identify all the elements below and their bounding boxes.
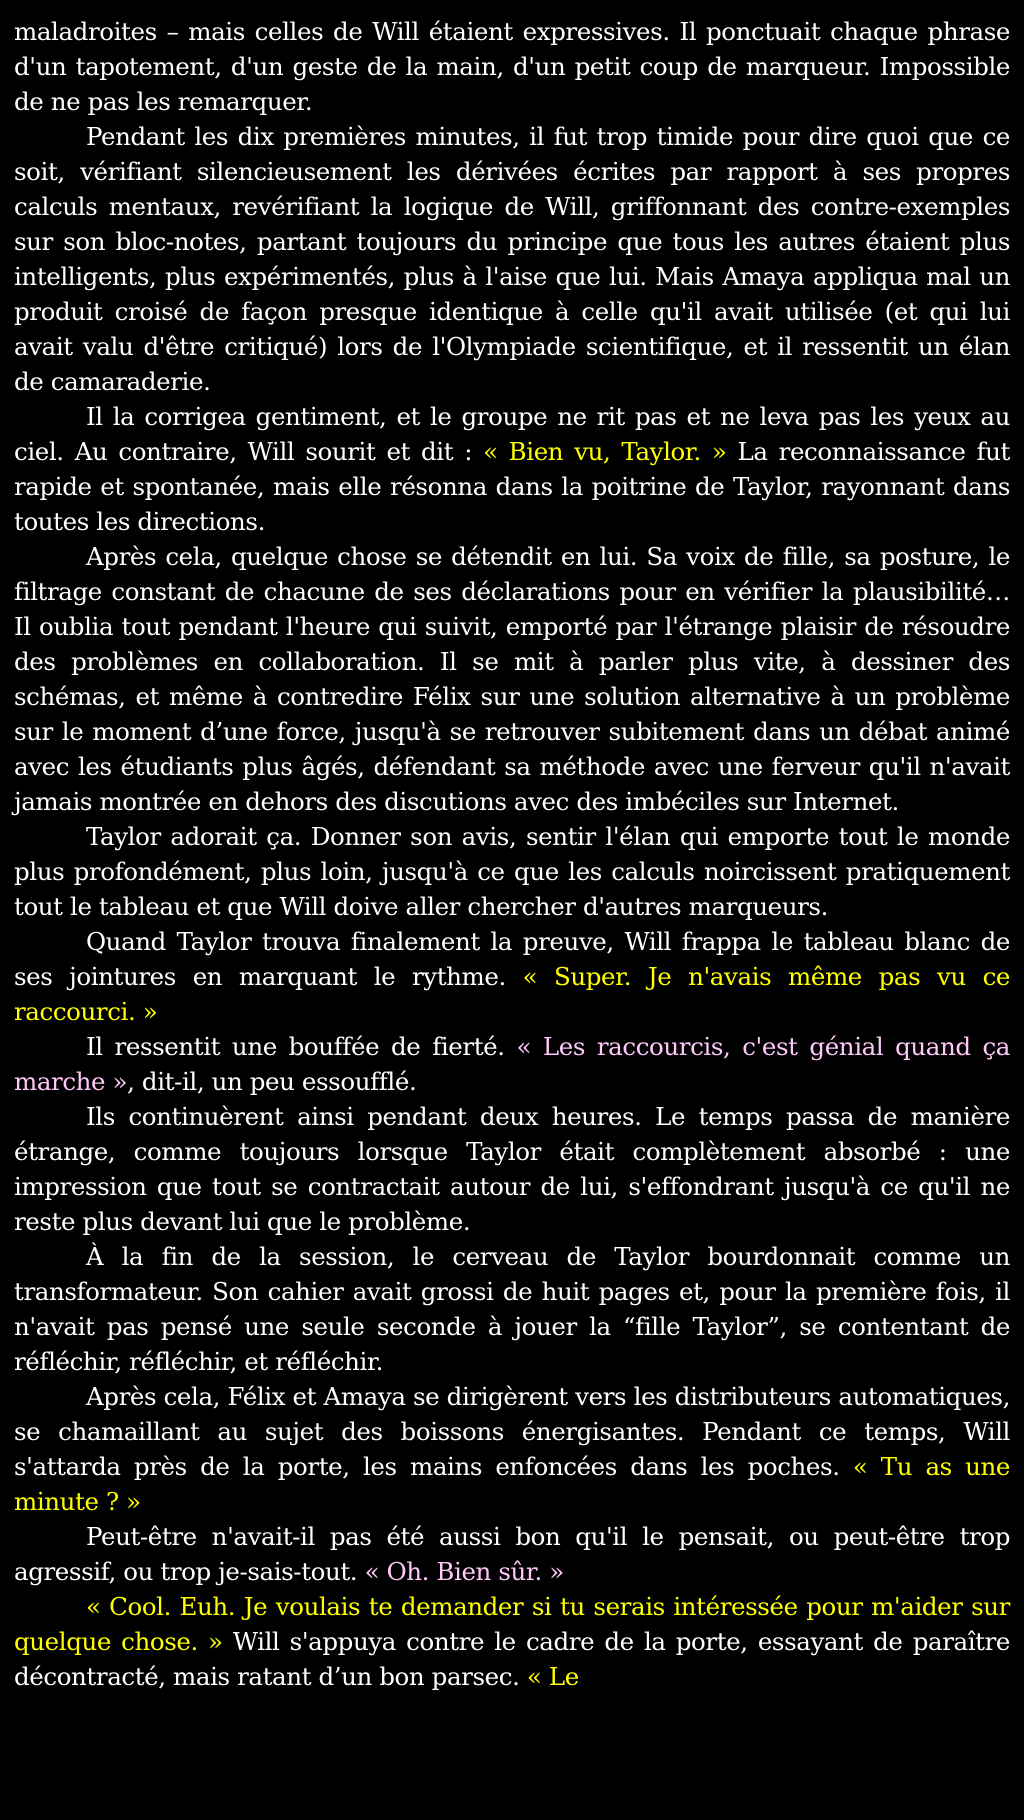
- story-paragraph: [14, 14, 1010, 119]
- story-paragraph: [14, 1379, 1010, 1519]
- narration-text: Taylor adorait ça. Donner son avis, sentir l'élan qui emporte tout le monde plus profondément, plus loin, jusqu'à ce que les calculs noircissent pratiquement tout le tableau et que Will doive aller chercher d'autres marqueurs.: [14, 822, 1010, 921]
- will-dialogue: « Bien vu, Taylor. »: [483, 437, 727, 466]
- narration-text: La reconnaissance fut rapide et spontanée, mais elle résonna dans la poitrine de Taylor, rayonnant dans toutes les directions.: [14, 437, 1010, 536]
- narration-text: Il ressentit une bouffée de fierté.: [86, 1032, 517, 1061]
- story-paragraph: [14, 399, 1010, 539]
- story-paragraph: [14, 1519, 1010, 1589]
- narration-text: Will s'appuya contre le cadre de la porte, essayant de paraître décontracté, mais ratant d’un bon parsec.: [14, 1627, 1010, 1691]
- taylor-dialogue: « Les raccourcis, c'est génial quand ça marche »: [14, 1032, 1010, 1096]
- narration-text: Après cela, quelque chose se détendit en lui. Sa voix de fille, sa posture, le filtrage constant de chacune de ses déclarations pour en vérifier la plausibilité… Il oublia tout pendant l'heure qui suivit, emporté par l'étrange plaisir de résoudre des problèmes en collaboration. Il se mit à parler plus vite, à dessiner des schémas, et même à contredire Félix sur une solution alternative à un problème sur le moment d’une force, jusqu'à se retrouver subitement dans un débat animé avec les étudiants plus âgés, défendant sa méthode avec une ferveur qu'il n'avait jamais montrée en dehors des discutions avec des imbéciles sur Internet.: [14, 542, 1010, 816]
- narration-text: Pendant les dix premières minutes, il fut trop timide pour dire quoi que ce soit, vérifiant silencieusement les dérivées écrites par rapport à ses propres calculs mentaux, revérifiant la logique de Will, griffonnant des contre-exemples sur son bloc-notes, partant toujours du principe que tous les autres étaient plus intelligents, plus expérimentés, plus à l'aise que lui. Mais Amaya appliqua mal un produit croisé de façon presque identique à celle qu'il avait utilisée (et qui lui avait valu d'être critiqué) lors de l'Olympiade scientifique, et il ressentit un élan de camaraderie.: [14, 122, 1010, 396]
- narration-text: Après cela, Félix et Amaya se dirigèrent vers les distributeurs automatiques, se chamaillant au sujet des boissons énergisantes. Pendant ce temps, Will s'attarda près de la porte, les mains enfoncées dans les poches.: [14, 1382, 1010, 1481]
- story-paragraph: [14, 1239, 1010, 1379]
- narration-text: À la fin de la session, le cerveau de Taylor bourdonnait comme un transformateur. Son cahier avait grossi de huit pages et, pour la première fois, il n'avait pas pensé une seule seconde à jouer la “fille Taylor”, se contentant de réfléchir, réfléchir, et réfléchir.: [14, 1242, 1010, 1376]
- taylor-dialogue: « Oh. Bien sûr. »: [364, 1557, 564, 1586]
- will-dialogue: « Le: [526, 1662, 579, 1691]
- narration-text: Quand Taylor trouva finalement la preuve, Will frappa le tableau blanc de ses jointures en marquant le rythme.: [14, 927, 1010, 991]
- story-paragraph: [14, 1099, 1010, 1239]
- will-dialogue: « Cool. Euh. Je voulais te demander si tu serais intéressée pour m'aider sur quelque chose. »: [14, 1592, 1010, 1656]
- narration-text: Il la corrigea gentiment, et le groupe ne rit pas et ne leva pas les yeux au ciel. Au contraire, Will sourit et dit :: [14, 402, 1010, 466]
- story-paragraph: [14, 1029, 1010, 1099]
- story-text: [14, 14, 1010, 1694]
- story-paragraph: [14, 119, 1010, 399]
- will-dialogue: « Tu as une minute ? »: [14, 1452, 1010, 1516]
- story-paragraph: [14, 819, 1010, 924]
- narration-text: maladroites – mais celles de Will étaient expressives. Il ponctuait chaque phrase d'un tapotement, d'un geste de la main, d'un petit coup de marqueur. Impossible de ne pas les remarquer.: [14, 17, 1010, 116]
- narration-text: , dit-il, un peu essoufflé.: [127, 1067, 417, 1096]
- story-paragraph: [14, 924, 1010, 1029]
- narration-text: Peut-être n'avait-il pas été aussi bon qu'il le pensait, ou peut-être trop agressif, ou trop je-sais-tout.: [14, 1522, 1010, 1586]
- narration-text: Ils continuèrent ainsi pendant deux heures. Le temps passa de manière étrange, comme toujours lorsque Taylor était complètement absorbé : une impression que tout se contractait autour de lui, s'effondrant jusqu'à ce qu'il ne reste plus devant lui que le problème.: [14, 1102, 1010, 1236]
- story-paragraph: [14, 1589, 1010, 1694]
- will-dialogue: « Super. Je n'avais même pas vu ce raccourci. »: [14, 962, 1010, 1026]
- story-paragraph: [14, 539, 1010, 819]
